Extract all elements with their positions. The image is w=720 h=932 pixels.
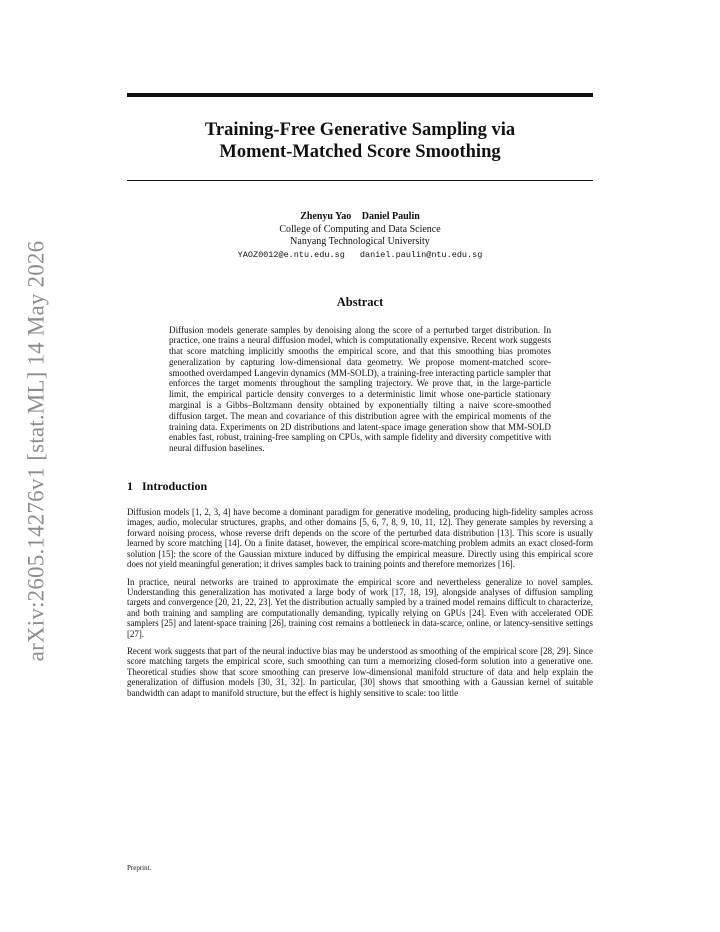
arxiv-identifier-stamp bbox=[16, 240, 56, 662]
title-bottom-rule bbox=[127, 180, 593, 181]
introduction-paragraph: Diffusion models [1, 2, 3, 4] have become a dominant paradigm for generative modeling, producing high-fidelity samples across images, audio, molecular structures, graphs, and other domains [5, 6, 7, 8, 9, 10, 11, 12]. They generate samples by reversing a forward noising process, whose reverse drift depends on the score of the perturbed data distribution [13]. This score is usually learned by score matching [14]. On a finite dataset, however, the empirical score-matching problem admits an exact closed-form solution [15]: the score of the Gaussian mixture induced by diffusing the empirical measure. Directly using this empirical score does not yield meaningful generation; it drives samples back to training points and therefore memorizes [16]. bbox=[127, 507, 593, 570]
section-number: 1 bbox=[127, 479, 133, 494]
introduction-paragraph: Recent work suggests that part of the neural inductive bias may be understood as smoothing of the empirical score [28, 29]. Since score matching targets the empirical score, such smoothing can turn a memorizing closed-form solution into a generative one. Theoretical studies show that score smoothing can preserve low-dimensional manifold structure of data and help explain the generalization of diffusion models [30, 31, 32]. In particular, [30] shows that smoothing with a Gaussian kernel of suitable bandwidth can adapt to manifold structure, but the effect is highly sensitive to scale: too little bbox=[127, 645, 593, 698]
author-block bbox=[127, 211, 593, 261]
arxiv-identifier-text: arXiv:2605.14276v1 [stat.ML] 14 May 2026 bbox=[23, 240, 48, 662]
title-top-rule bbox=[127, 93, 593, 97]
email-address: YAOZ0012@e.ntu.edu.sg bbox=[237, 249, 345, 260]
paper-title bbox=[127, 119, 593, 163]
affiliation-line: Nanyang Technological University bbox=[290, 236, 430, 247]
introduction-heading bbox=[127, 479, 593, 494]
author-name: Zhenyu Yao bbox=[300, 211, 352, 222]
email-address: daniel.paulin@ntu.edu.sg bbox=[359, 249, 483, 260]
section-title: Introduction bbox=[142, 479, 208, 494]
author-emails bbox=[127, 249, 593, 261]
abstract-heading: Abstract bbox=[336, 294, 384, 309]
author-name: Daniel Paulin bbox=[361, 211, 420, 222]
paper-title-line-1: Training-Free Generative Sampling via bbox=[204, 120, 516, 140]
introduction-paragraph: In practice, neural networks are trained to approximate the empirical score and nevertheless generalize to novel samples. Understanding this generalization has motivated a large body of work [17, 18, 19], alongside analyses of diffusion sampling targets and convergence [20, 21, 22, 23]. Yet the distribution actually sampled by a trained model remains difficult to characterize, and both training and sampling are computationally demanding, typically relying on GPUs [24]. Even with accelerated ODE samplers [25] and latent-space training [26], training cost remains a bottleneck in data-scarce, online, or latency-sensitive settings [27]. bbox=[127, 576, 593, 639]
preprint-footer: Preprint. bbox=[127, 864, 152, 872]
paper-title-line-2: Moment-Matched Score Smoothing bbox=[219, 142, 501, 162]
abstract-text: Diffusion models generate samples by denoising along the score of a perturbed target distribution. In practice, one trains a neural diffusion model, which is computationally expensive. Recent work suggests that score matching implicitly smooths the empirical score, and that this smoothing bias promotes generalization by capturing low-dimensional data geometry. We propose moment-matched score-smoothed overdamped Langevin dynamics (MM-SOLD), a training-free interacting particle sampler that enforces the target moments throughout the sampling trajectory. We prove that, in the large-particle limit, the empirical particle density converges to a deterministic limit whose one-particle stationary marginal is a Gibbs–Boltzmann density obtained by exponentially tilting a naive score-smoothed diffusion target. The mean and covariance of this distribution agree with the empirical moments of the training data. Experiments on 2D distributions and latent-space image generation show that MM-SOLD enables fast, robust, training-free sampling on CPUs, with sample fidelity and diversity competitive with neural diffusion baselines. bbox=[169, 324, 551, 454]
paper-page bbox=[127, 93, 593, 705]
affiliation-line: College of Computing and Data Science bbox=[279, 223, 441, 235]
author-names bbox=[127, 211, 593, 224]
